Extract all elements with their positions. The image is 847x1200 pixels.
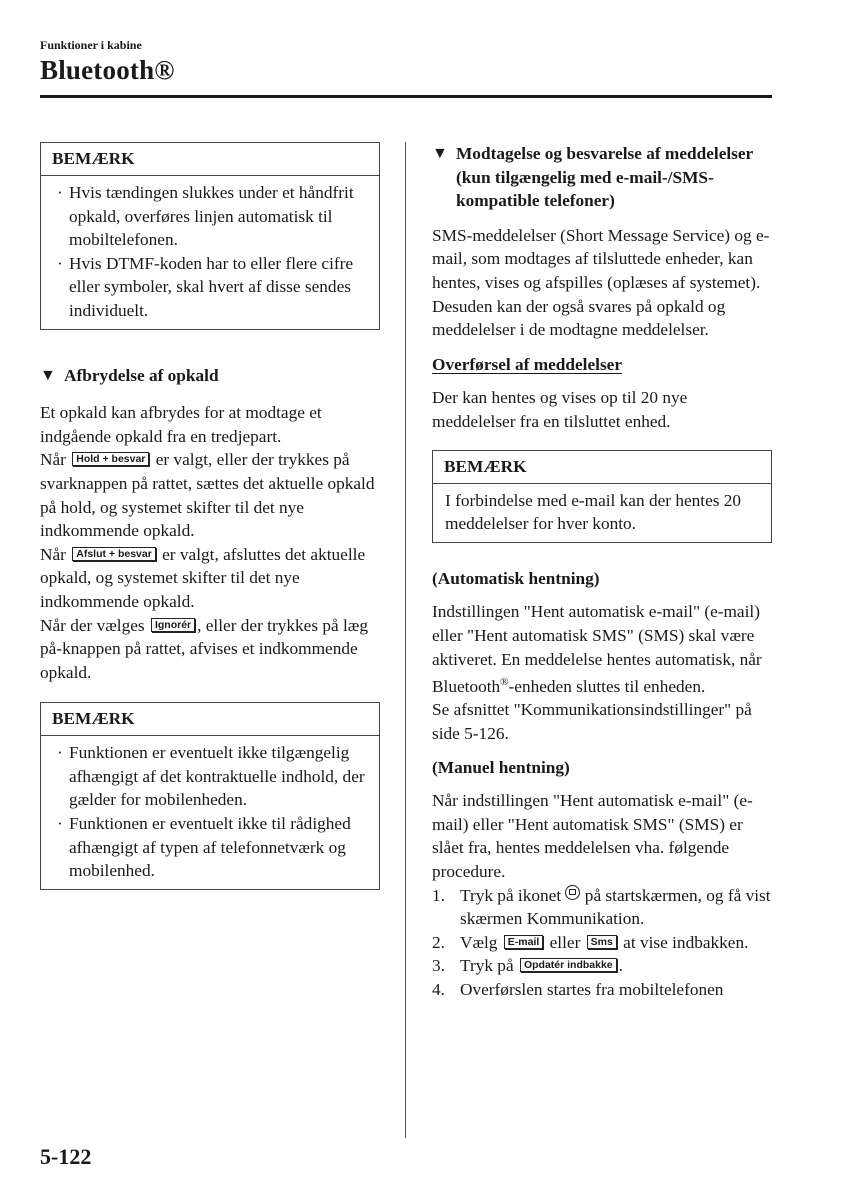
note-heading: BEMÆRK <box>41 143 379 176</box>
sms-key: Sms <box>587 935 617 949</box>
right-column <box>432 142 772 1002</box>
heading-end-call: ▼ Afbrydelse af opkald <box>40 364 380 388</box>
end-answer-key: Afslut + besvar <box>72 547 156 561</box>
step-item: 3. Tryk på Opdatér indbakke . <box>432 956 623 976</box>
left-column <box>40 142 380 890</box>
step-item: 4. Overførslen startes fra mobiltelefonen <box>432 979 724 999</box>
note-item: · Funktionen er eventuelt ikke til rådighed afhængigt af typen af telefonnetværk og mobilenhed. <box>55 812 369 883</box>
triangle-down-icon: ▼ <box>40 366 56 384</box>
transfer-heading: Overførsel af meddelelser <box>432 354 623 374</box>
section-label: Funktioner i kabine <box>40 38 142 52</box>
note-box-3 <box>432 450 772 543</box>
note-item: · Hvis tændingen slukkes under et håndfrit opkald, overføres linjen automatisk til mobiltelefonen. <box>55 181 369 252</box>
page-number: 5-122 <box>40 1144 92 1169</box>
header-rule <box>40 95 772 98</box>
transfer-paragraph: Der kan hentes og vises op til 20 nye meddelelser fra en tilsluttet enhed. <box>432 388 688 431</box>
note-item: · Hvis DTMF-koden har to eller flere cifre eller symboler, skal hvert af disse sendes individuelt. <box>55 252 369 323</box>
heading-receive-messages: ▼ Modtagelse og besvarelse af meddelelser (kun tilgængelig med e-mail-/SMS-kompatible telefoner) <box>432 144 753 211</box>
note-list <box>55 181 369 323</box>
note-heading: BEMÆRK <box>41 703 379 736</box>
note-text: I forbindelse med e-mail kan der hentes 20 meddelelser for hver konto. <box>445 490 742 534</box>
note-list <box>55 741 369 883</box>
ignore-key: Ignorér <box>151 618 195 632</box>
communication-icon <box>565 885 580 900</box>
note-heading: BEMÆRK <box>433 451 771 484</box>
email-key: E-mail <box>504 935 544 949</box>
step-item: 2. Vælg E-mail eller Sms at vise indbakken. <box>432 932 749 952</box>
paragraph-end-call: Et opkald kan afbrydes for at modtage et indgående opkald fra en tredjepart. Når Hold + besvar er valgt, eller der trykkes på svarknappen på rattet, sættes det aktuelle opkald på hold, og systemet skifter til det nye indkommende opkald. Når Afslut + besvar er valgt, afsluttes det aktuelle opkald, og systemet skifter til det nye indkommende opkald. Når der vælges Ignorér , eller der trykkes på læg på-knappen på rattet, afvises et indkommende opkald. <box>40 403 375 682</box>
page-title: Bluetooth® <box>40 55 175 85</box>
hold-answer-key: Hold + besvar <box>72 452 149 466</box>
auto-heading: (Automatisk hentning) <box>432 568 600 588</box>
triangle-down-icon: ▼ <box>432 145 448 162</box>
procedure-steps <box>432 884 772 1002</box>
update-inbox-key: Opdatér indbakke <box>520 958 617 972</box>
manual-paragraph: Når indstillingen "Hent automatisk e-mail" (e-mail) eller "Hent automatisk SMS" (SMS) er slået fra, hentes meddelelsen vha. følgende procedure. <box>432 791 753 882</box>
manual-heading: (Manuel hentning) <box>432 757 570 777</box>
note-item: · Funktionen er eventuelt ikke tilgængelig afhængigt af det kontraktuelle indhold, der gælder for mobilenheden. <box>55 741 369 812</box>
intro-paragraph-1: SMS-meddelelser (Short Message Service) og e-mail, som modtages af tilsluttede enheder, kan hentes, vises og afspilles (oplæses af systemet). <box>432 225 770 292</box>
note-box-1 <box>40 142 380 330</box>
auto-paragraph: Indstillingen "Hent automatisk e-mail" (e-mail) eller "Hent automatisk SMS" (SMS) skal være aktiveret. En meddelelse hentes automatisk, når Bluetooth®-enheden sluttes til enheden. Se afsnittet "Kommunikationsindstillinger" på side 5-126. <box>432 602 762 744</box>
intro-paragraph-2: Desuden kan der også svares på opkald og meddelelser i de modtagne meddelelser. <box>432 296 726 340</box>
column-divider <box>405 142 406 1138</box>
note-box-2 <box>40 702 380 890</box>
step-item: 1. Tryk på ikonet på startskærmen, og få vist skærmen Kommunikation. <box>432 885 771 929</box>
